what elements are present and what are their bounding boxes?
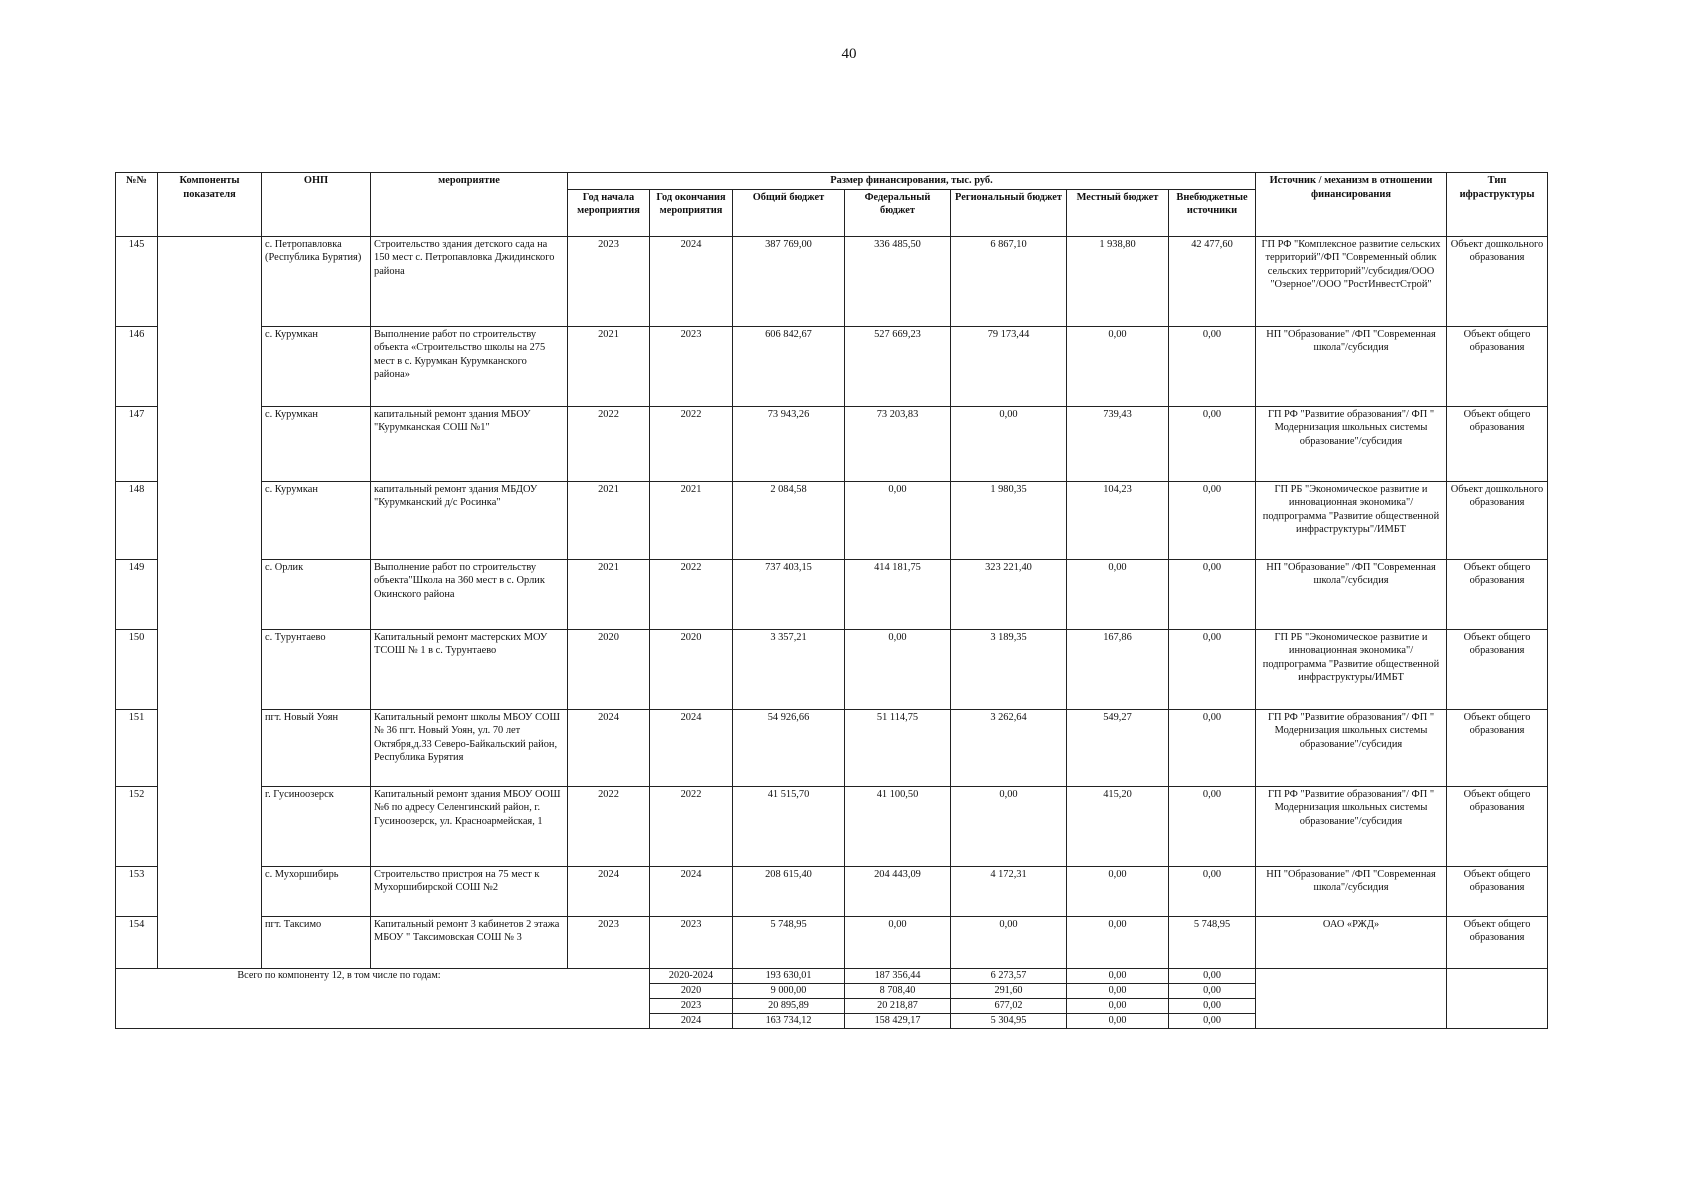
row-event: Капитальный ремонт мастерских МОУ ТСОШ № 1 в с. Турунтаево [371,629,568,709]
row-infra: Объект общего образования [1447,326,1548,406]
row-onp: с. Курумкан [262,326,371,406]
row-total: 606 842,67 [733,326,845,406]
row-source: ОАО «РЖД» [1256,916,1447,968]
row-component [158,916,262,968]
row-num: 151 [116,709,158,786]
row-end-year: 2024 [650,866,733,916]
row-local: 0,00 [1067,326,1169,406]
row-total: 5 748,95 [733,916,845,968]
row-end-year: 2022 [650,559,733,629]
row-extra: 0,00 [1169,709,1256,786]
row-event: Строительство пристроя на 75 мест к Мухоршибирской СОШ №2 [371,866,568,916]
header-start-year: Год начала мероприятия [568,189,650,236]
row-end-year: 2022 [650,786,733,866]
row-local: 1 938,80 [1067,236,1169,326]
row-start-year: 2024 [568,866,650,916]
row-total: 208 615,40 [733,866,845,916]
row-total: 54 926,66 [733,709,845,786]
totals-total: 20 895,89 [733,998,845,1013]
row-infra: Объект общего образования [1447,629,1548,709]
totals-label: Всего по компоненту 12, в том числе по годам: [116,968,650,1028]
row-component [158,326,262,406]
row-regional: 323 221,40 [951,559,1067,629]
page-number: 40 [841,46,857,62]
totals-infra-empty [1447,968,1548,1028]
totals-extra: 0,00 [1169,998,1256,1013]
row-regional: 0,00 [951,406,1067,481]
row-end-year: 2023 [650,326,733,406]
row-regional: 6 867,10 [951,236,1067,326]
totals-local: 0,00 [1067,983,1169,998]
row-federal: 0,00 [845,629,951,709]
row-regional: 0,00 [951,916,1067,968]
row-regional: 79 173,44 [951,326,1067,406]
totals-federal: 158 429,17 [845,1013,951,1028]
row-end-year: 2024 [650,709,733,786]
row-num: 146 [116,326,158,406]
row-num: 152 [116,786,158,866]
table-row [116,916,1548,968]
totals-federal: 20 218,87 [845,998,951,1013]
row-source: ГП РФ "Развитие образования"/ ФП " Модернизация школьных системы образование"/субсидия [1256,709,1447,786]
totals-extra: 0,00 [1169,1013,1256,1028]
totals-extra: 0,00 [1169,983,1256,998]
row-num: 149 [116,559,158,629]
header-federal: Федеральный бюджет [845,189,951,236]
row-source: НП "Образование" /ФП "Современная школа"/субсидия [1256,559,1447,629]
row-extra: 0,00 [1169,559,1256,629]
row-num: 147 [116,406,158,481]
row-end-year: 2020 [650,629,733,709]
totals-regional: 677,02 [951,998,1067,1013]
header-extra: Внебюджетные источники [1169,189,1256,236]
row-start-year: 2023 [568,916,650,968]
row-onp: г. Гусиноозерск [262,786,371,866]
table-row [116,326,1548,406]
header-funding: Размер финансирования, тыс. руб. [568,173,1256,190]
row-federal: 41 100,50 [845,786,951,866]
header-total: Общий бюджет [733,189,845,236]
row-regional: 3 189,35 [951,629,1067,709]
row-num: 153 [116,866,158,916]
row-infra: Объект общего образования [1447,866,1548,916]
row-regional: 3 262,64 [951,709,1067,786]
totals-source-empty [1256,968,1447,1028]
row-component [158,406,262,481]
row-federal: 73 203,83 [845,406,951,481]
row-extra: 42 477,60 [1169,236,1256,326]
totals-regional: 5 304,95 [951,1013,1067,1028]
row-component [158,236,262,326]
row-start-year: 2022 [568,406,650,481]
row-extra: 0,00 [1169,481,1256,559]
row-local: 415,20 [1067,786,1169,866]
row-total: 737 403,15 [733,559,845,629]
row-local: 0,00 [1067,916,1169,968]
header-components: Компоненты показателя [158,173,262,237]
row-onp: с. Турунтаево [262,629,371,709]
header-regional: Региональный бюджет [951,189,1067,236]
header-local: Местный бюджет [1067,189,1169,236]
header-event: мероприятие [371,173,568,237]
header-num: №№ [116,173,158,237]
row-start-year: 2020 [568,629,650,709]
row-extra: 0,00 [1169,326,1256,406]
table-row [116,629,1548,709]
row-source: ГП РФ "Развитие образования"/ ФП " Модернизация школьных системы образование"/субсидия [1256,406,1447,481]
row-onp: с. Курумкан [262,481,371,559]
totals-federal: 8 708,40 [845,983,951,998]
row-source: ГП РФ "Развитие образования"/ ФП " Модернизация школьных системы образование"/субсидия [1256,786,1447,866]
row-event: капитальный ремонт здания МБДОУ "Курумканский д/с Росинка" [371,481,568,559]
row-infra: Объект общего образования [1447,916,1548,968]
row-source: ГП РФ "Комплексное развитие сельских территорий"/ФП "Современный облик сельских территорий"/субсидия/ООО "Озерное"/ООО "РостИнвестСтрой" [1256,236,1447,326]
row-num: 148 [116,481,158,559]
row-end-year: 2022 [650,406,733,481]
table-row [116,866,1548,916]
totals-total: 193 630,01 [733,968,845,983]
row-onp: пгт. Таксимо [262,916,371,968]
row-infra: Объект дошкольного образования [1447,236,1548,326]
totals-federal: 187 356,44 [845,968,951,983]
row-source: НП "Образование" /ФП "Современная школа"/субсидия [1256,326,1447,406]
row-event: Капитальный ремонт здания МБОУ ООШ №6 по адресу Селенгинский район, г. Гусиноозерск, ул. Красноармейская, 1 [371,786,568,866]
row-federal: 204 443,09 [845,866,951,916]
totals-local: 0,00 [1067,998,1169,1013]
row-component [158,481,262,559]
row-end-year: 2023 [650,916,733,968]
header-source: Источник / механизм в отношении финансирования [1256,173,1447,237]
header-onp: ОНП [262,173,371,237]
row-event: Строительство здания детского сада на 150 мест с. Петропавловка Джидинского района [371,236,568,326]
row-component [158,786,262,866]
row-total: 3 357,21 [733,629,845,709]
totals-period: 2020 [650,983,733,998]
row-extra: 0,00 [1169,406,1256,481]
header-end-year: Год окончания мероприятия [650,189,733,236]
row-component [158,866,262,916]
totals-regional: 291,60 [951,983,1067,998]
row-local: 739,43 [1067,406,1169,481]
row-start-year: 2021 [568,481,650,559]
table-row [116,481,1548,559]
row-num: 145 [116,236,158,326]
row-local: 0,00 [1067,866,1169,916]
row-total: 2 084,58 [733,481,845,559]
table-row [116,236,1548,326]
row-event: Выполнение работ по строительству объекта"Школа на 360 мест в с. Орлик Окинского района [371,559,568,629]
row-start-year: 2023 [568,236,650,326]
row-onp: с. Мухоршибирь [262,866,371,916]
row-extra: 0,00 [1169,786,1256,866]
row-onp: с. Курумкан [262,406,371,481]
row-infra: Объект общего образования [1447,709,1548,786]
row-federal: 0,00 [845,481,951,559]
row-total: 41 515,70 [733,786,845,866]
row-total: 387 769,00 [733,236,845,326]
totals-extra: 0,00 [1169,968,1256,983]
table-row [116,406,1548,481]
row-event: капитальный ремонт здания МБОУ "Курумканская СОШ №1" [371,406,568,481]
row-local: 167,86 [1067,629,1169,709]
row-end-year: 2024 [650,236,733,326]
totals-local: 0,00 [1067,968,1169,983]
table-row [116,709,1548,786]
row-num: 150 [116,629,158,709]
row-infra: Объект общего образования [1447,786,1548,866]
totals-period: 2023 [650,998,733,1013]
row-start-year: 2021 [568,326,650,406]
row-extra: 5 748,95 [1169,916,1256,968]
row-source: ГП РБ "Экономическое развитие и инновационная экономика"/подпрограмма "Развитие общественной инфраструктуры"/ИМБТ [1256,481,1447,559]
totals-period: 2020-2024 [650,968,733,983]
row-federal: 527 669,23 [845,326,951,406]
row-component [158,629,262,709]
row-source: ГП РБ "Экономическое развитие и инновационная экономика"/подпрограмма "Развитие общественной инфраструктуры/ИМБТ [1256,629,1447,709]
totals-period: 2024 [650,1013,733,1028]
row-federal: 336 485,50 [845,236,951,326]
row-local: 0,00 [1067,559,1169,629]
totals-local: 0,00 [1067,1013,1169,1028]
row-federal: 51 114,75 [845,709,951,786]
row-federal: 414 181,75 [845,559,951,629]
row-num: 154 [116,916,158,968]
row-onp: с. Петропавловка (Республика Бурятия) [262,236,371,326]
row-infra: Объект общего образования [1447,406,1548,481]
row-regional: 1 980,35 [951,481,1067,559]
table-row [116,559,1548,629]
totals-regional: 6 273,57 [951,968,1067,983]
row-total: 73 943,26 [733,406,845,481]
totals-row [116,968,1548,983]
row-extra: 0,00 [1169,629,1256,709]
funding-table [115,172,1548,1029]
row-end-year: 2021 [650,481,733,559]
row-event: Капитальный ремонт 3 кабинетов 2 этажа МБОУ " Таксимовская СОШ № 3 [371,916,568,968]
table-row [116,786,1548,866]
row-component [158,559,262,629]
row-federal: 0,00 [845,916,951,968]
row-start-year: 2024 [568,709,650,786]
header-infra: Тип ифраструктуры [1447,173,1548,237]
totals-total: 9 000,00 [733,983,845,998]
row-onp: пгт. Новый Уоян [262,709,371,786]
row-start-year: 2021 [568,559,650,629]
row-infra: Объект общего образования [1447,559,1548,629]
row-event: Капитальный ремонт школы МБОУ СОШ № 36 пгт. Новый Уоян, ул. 70 лет Октября,д.33 Северо-Байкальский район, Республика Бурятия [371,709,568,786]
row-component [158,709,262,786]
row-regional: 0,00 [951,786,1067,866]
row-start-year: 2022 [568,786,650,866]
row-extra: 0,00 [1169,866,1256,916]
row-infra: Объект дошкольного образования [1447,481,1548,559]
row-regional: 4 172,31 [951,866,1067,916]
row-event: Выполнение работ по строительству объекта «Строительство школы на 275 мест в с. Курумкан Курумканского района» [371,326,568,406]
totals-total: 163 734,12 [733,1013,845,1028]
row-source: НП "Образование" /ФП "Современная школа"/субсидия [1256,866,1447,916]
row-local: 104,23 [1067,481,1169,559]
row-onp: с. Орлик [262,559,371,629]
row-local: 549,27 [1067,709,1169,786]
